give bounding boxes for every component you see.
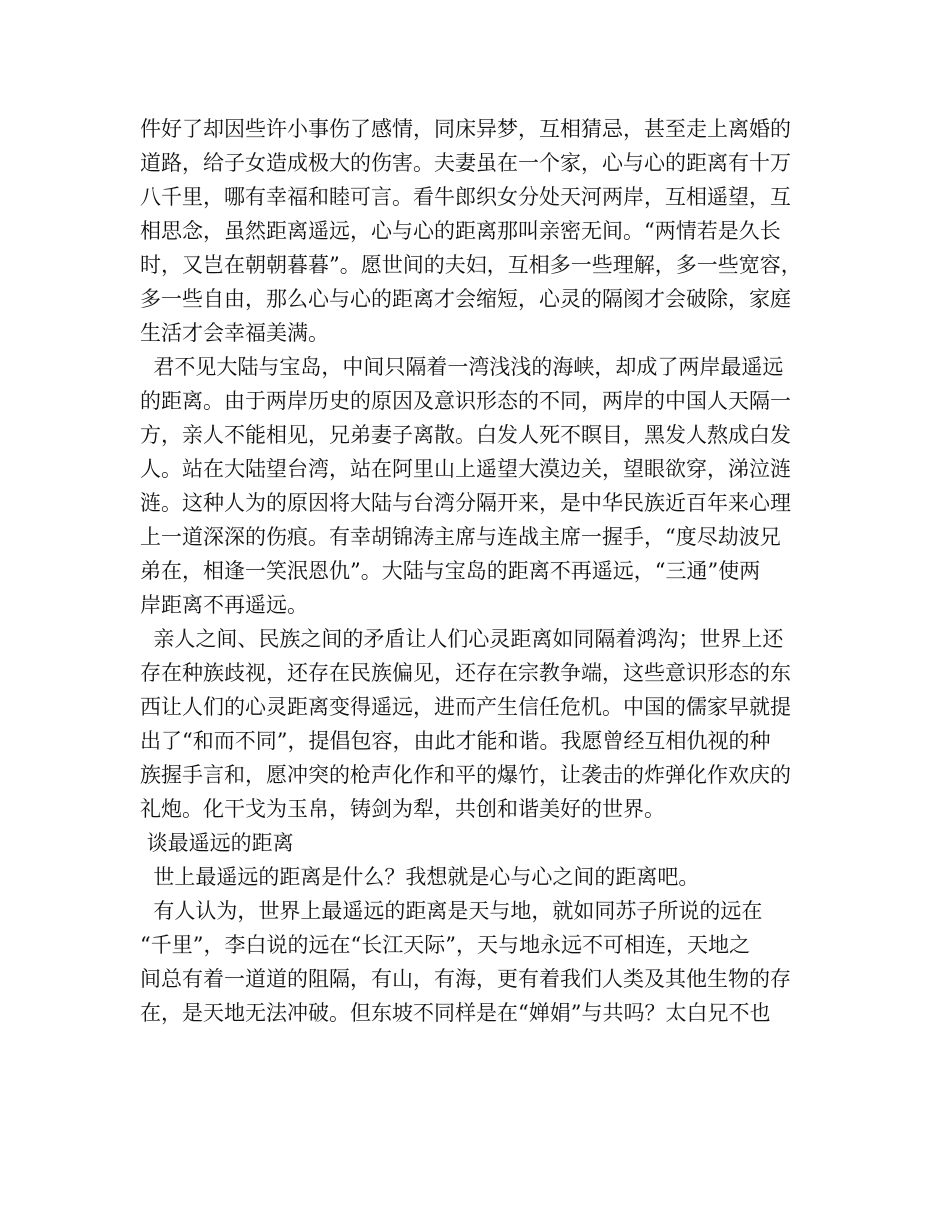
document-body	[140, 112, 820, 1030]
paragraph-marriage	[140, 112, 820, 350]
text-line: 族握手言和，愿冲突的枪声化作和平的爆竹，让袭击的炸弹化作欢庆的	[140, 763, 791, 787]
paragraph-question	[140, 860, 820, 894]
text-line: 相思念，虽然距离遥远，心与心的距离那叫亲密无间。“两情若是久长	[140, 219, 781, 243]
text-line: 礼炮。化干戈为玉帛，铸剑为犁，共创和谐美好的世界。	[140, 797, 665, 821]
text-line: 岸距离不再遥远。	[140, 593, 308, 617]
text-line: 方，亲人不能相见，兄弟妻子离散。白发人死不瞑目，黑发人熬成白发	[140, 423, 791, 447]
paragraph-heaven-earth	[140, 894, 820, 1030]
text-line: 亲人之间、民族之间的矛盾让人们心灵距离如同隔着鸿沟；世界上还	[140, 627, 784, 651]
text-line: 的距离。由于两岸历史的原因及意识形态的不同，两岸的中国人天隔一	[140, 389, 791, 413]
text-line: 出了“和而不同”，提倡包容，由此才能和谐。我愿曾经互相仇视的种	[140, 729, 771, 753]
text-line: 件好了却因些许小事伤了感情，同床异梦，互相猜忌，甚至走上离婚的	[140, 117, 791, 141]
text-line: 存在种族歧视，还存在民族偏见，还存在宗教争端，这些意识形态的东	[140, 661, 791, 685]
heading-line: 谈最遥远的距离	[140, 831, 294, 855]
paragraph-straits	[140, 350, 820, 622]
text-line: 生活才会幸福美满。	[140, 321, 329, 345]
text-line: 弟在，相逢一笑泯恩仇”。大陆与宝岛的距离不再遥远，“三通”使两	[140, 559, 761, 583]
text-line: 西让人们的心灵距离变得遥远，进而产生信任危机。中国的儒家早就提	[140, 695, 791, 719]
section-heading	[140, 826, 820, 860]
text-line: 君不见大陆与宝岛，中间只隔着一湾浅浅的海峡，却成了两岸最遥远	[140, 355, 784, 379]
paragraph-harmony	[140, 622, 820, 826]
text-line: 人。站在大陆望台湾，站在阿里山上遥望大漠边关，望眼欲穿，涕泣涟	[140, 457, 791, 481]
text-line: 八千里，哪有幸福和睦可言。看牛郎织女分处天河两岸，互相遥望，互	[140, 185, 791, 209]
text-line: 间总有着一道道的阻隔，有山，有海，更有着我们人类及其他生物的存	[140, 967, 791, 991]
text-line: 有人认为，世界上最遥远的距离是天与地，就如同苏子所说的远在	[140, 899, 763, 923]
text-line: “千里”，李白说的远在“长江天际”，天与地永远不可相连，天地之	[140, 933, 750, 957]
text-line: 多一些自由，那么心与心的距离才会缩短，心灵的隔阂才会破除，家庭	[140, 287, 791, 311]
text-line: 在，是天地无法冲破。但东坡不同样是在“婵娟”与共吗？太白兄不也	[140, 1001, 771, 1025]
text-line: 时，又岂在朝朝暮暮”。愿世间的夫妇，互相多一些理解，多一些宽容，	[140, 253, 802, 277]
text-line: 上一道深深的伤痕。有幸胡锦涛主席与连战主席一握手，“度尽劫波兄	[140, 525, 781, 549]
text-line: 道路，给子女造成极大的伤害。夫妻虽在一个家，心与心的距离有十万	[140, 151, 791, 175]
text-line: 世上最遥远的距离是什么？我想就是心与心之间的距离吧。	[140, 865, 700, 889]
text-line: 涟。这种人为的原因将大陆与台湾分隔开来，是中华民族近百年来心理	[140, 491, 791, 515]
